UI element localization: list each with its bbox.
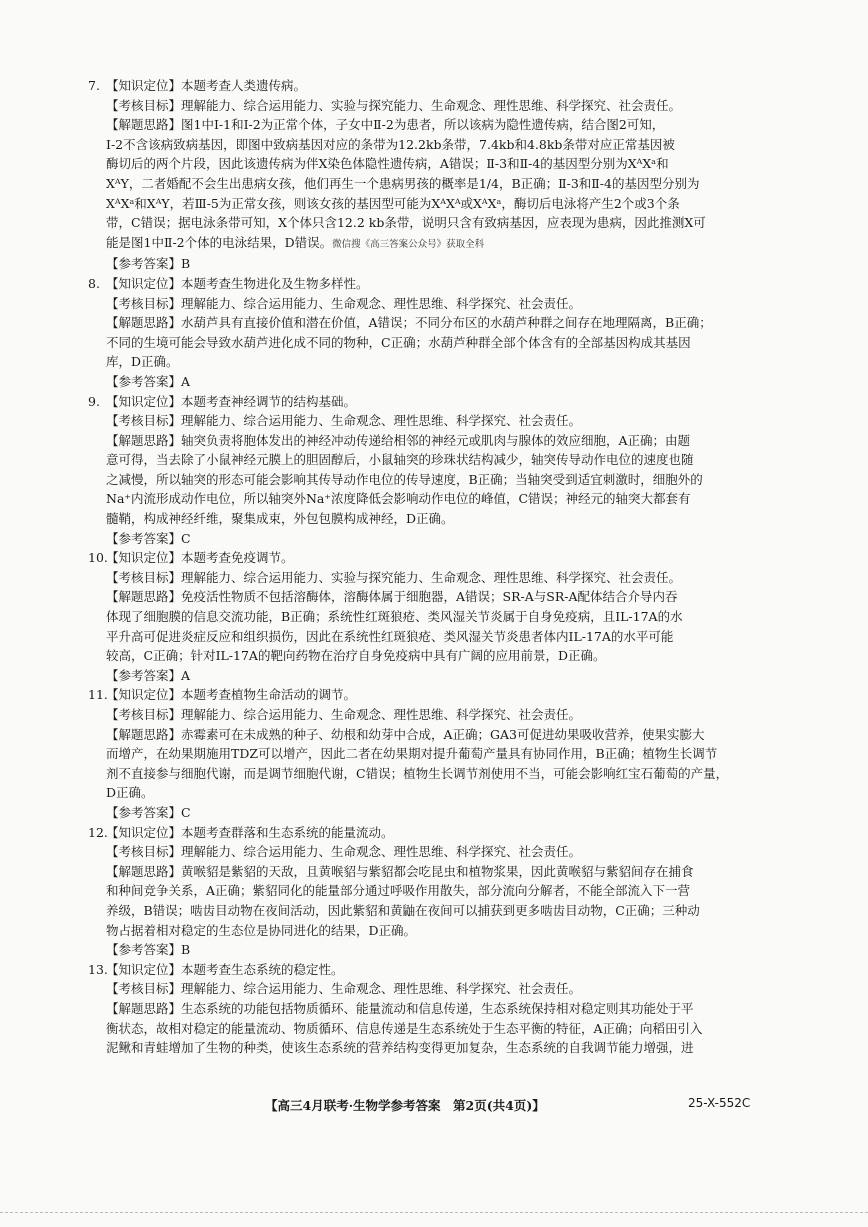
line-text: Ⅰ-2不含该病致病基因，即图中致病基因对应的条带为12.2kb条带，7.4kb和4.8kb条带对应正常基因被 — [106, 136, 675, 152]
line-text: 【参考答案】C — [106, 804, 191, 820]
section-line — [88, 529, 778, 549]
section-line — [88, 372, 778, 392]
line-text: 平升高可促进炎症反应和组织损伤，因此在系统性红斑狼疮、类风湿关节炎患者体内IL-17A的水平可能 — [106, 628, 674, 644]
text-line — [88, 783, 778, 803]
footer-code: 25-X-552C — [688, 1096, 751, 1110]
text-line — [88, 646, 778, 666]
section-line — [88, 803, 778, 823]
line-text: XᴬXᵃ和XᴬY，若Ⅲ-5为正常女孩，则该女孩的基因型可能为XᴬXᴬ或XᴬXᵃ，酶切后电泳将产生2个或3个条 — [106, 195, 680, 211]
section-line — [88, 587, 778, 607]
question-7 — [88, 76, 778, 274]
section-line — [88, 96, 778, 116]
section-line — [88, 685, 778, 705]
question-12 — [88, 823, 778, 960]
text-line — [88, 135, 778, 155]
text-line — [88, 333, 778, 353]
section-line — [88, 940, 778, 960]
section-line — [88, 548, 778, 568]
line-text: 【知识定位】本题考查免疫调节。 — [106, 550, 294, 566]
line-text: 髓鞘，构成神经纤维，聚集成束，外包包膜构成神经，D正确。 — [106, 511, 454, 527]
text-line — [88, 154, 778, 174]
question-number: 8. — [88, 275, 100, 291]
line-text: 带，C错误；据电泳条带可知，X个体只含12.2 kb条带，说明只含有致病基因，应表现为患病，因此推测X可 — [106, 215, 706, 231]
line-text: 【参考答案】A — [106, 667, 191, 683]
question-number: 7. — [88, 78, 100, 93]
question-number: 9. — [88, 393, 100, 409]
line-text: 不同的生境可能会导致水葫芦进化成不同的物种，C正确；水葫芦种群全部个体含有的全部基因构成其基因 — [106, 334, 691, 350]
line-text: 衡状态，故相对稳定的能量流动、物质循环、信息传递是生态系统处于生态平衡的特征，A正确；向稻田引入 — [106, 1020, 703, 1036]
line-text: XᴬY，二者婚配不会生出患病女孩，他们再生一个患病男孩的概率是1/4，B正确；Ⅱ-3和Ⅱ-4的基因型分别为 — [106, 175, 700, 191]
line-text: 库，D正确。 — [106, 354, 179, 370]
text-line — [88, 1038, 778, 1058]
line-text: D正确。 — [106, 785, 154, 801]
line-text: 【解题思路】水葫芦具有直接价值和潜在价值，A错误；不同分布区的水葫芦种群之间存在地理隔离，B正确； — [106, 315, 712, 331]
section-line — [88, 725, 778, 745]
line-text: 【知识定位】本题考查生态系统的稳定性。 — [106, 961, 344, 977]
text-line — [88, 627, 778, 647]
line-text: 【考核目标】理解能力、综合运用能力、实验与探究能力、生命观念、理性思维、科学探究、社会责任。 — [106, 97, 682, 113]
question-8 — [88, 274, 778, 392]
line-text: 【参考答案】A — [106, 373, 191, 389]
line-text: 【参考答案】C — [106, 530, 191, 546]
line-text: 物占据着相对稳定的生态位是协同进化的结果，D正确。 — [106, 922, 417, 938]
text-line — [88, 744, 778, 764]
section-line — [88, 313, 778, 333]
line-text: 体现了细胞膜的信息交流功能，B正确；系统性红斑狼疮、类风湿关节炎属于自身免疫病，且IL-17A的水 — [106, 609, 683, 625]
line-text: 较高，C正确；针对IL-17A的靶向药物在治疗自身免疫病中具有广阔的应用前景，D正确。 — [106, 648, 606, 664]
text-line — [88, 194, 778, 214]
line-text: 【考核目标】理解能力、综合运用能力、生命观念、理性思维、科学探究、社会责任。 — [106, 295, 582, 311]
text-line — [88, 213, 778, 233]
line-text: 【考核目标】理解能力、综合运用能力、生命观念、理性思维、科学探究、社会责任。 — [106, 707, 582, 722]
line-text: 【知识定位】本题考查植物生命活动的调节。 — [106, 687, 357, 703]
line-text: 【知识定位】本题考查人类遗传病。 — [106, 78, 307, 93]
line-text: 【参考答案】B — [106, 942, 191, 958]
section-line — [88, 76, 778, 96]
section-line — [88, 115, 778, 135]
footer-title: 【高三4月联考·生物学参考答案 第2页(共4页)】 — [265, 1098, 545, 1113]
section-line — [88, 294, 778, 314]
answer-content — [88, 76, 778, 1058]
line-text: 【解题思路】赤霉素可在未成熟的种子、幼根和幼芽中合成，A正确；GA3可促进幼果吸收营养，使果实膨大 — [106, 726, 705, 742]
line-text: 【考核目标】理解能力、综合运用能力、生命观念、理性思维、科学探究、社会责任。 — [106, 981, 582, 997]
section-line — [88, 862, 778, 882]
line-text: 【考核目标】理解能力、综合运用能力、实验与探究能力、生命观念、理性思维、科学探究、社会责任。 — [106, 569, 682, 585]
line-text: 剂不直接参与细胞代谢，而是调节细胞代谢，C错误；植物生长调节剂使用不当，可能会影响红宝石葡萄的产量， — [106, 765, 729, 781]
section-line — [88, 392, 778, 412]
text-line — [88, 450, 778, 470]
question-11 — [88, 685, 778, 822]
line-text: 【解题思路】生态系统的功能包括物质循环、能量流动和信息传递，生态系统保持相对稳定则其功能处于平 — [106, 1000, 694, 1016]
question-10 — [88, 548, 778, 685]
question-number: 12. — [88, 824, 108, 840]
section-line — [88, 666, 778, 686]
section-line — [88, 823, 778, 843]
line-text: 养级，B错误；啮齿目动物在夜间活动，因此紫貂和黄鼬在夜间可以捕获到更多啮齿目动物，C正确；三种动 — [106, 902, 700, 918]
question-number: 10. — [88, 550, 108, 566]
line-text: 和种间竞争关系，A正确；紫貂同化的能量部分通过呼吸作用散失，部分流向分解者，不能全部流入下一营 — [106, 883, 691, 899]
text-line — [88, 1019, 778, 1039]
line-text: 【知识定位】本题考查生物进化及生物多样性。 — [106, 275, 369, 291]
section-line — [88, 431, 778, 451]
bottom-edge-divider — [0, 1212, 868, 1215]
text-line — [88, 233, 778, 255]
line-text: 【考核目标】理解能力、综合运用能力、生命观念、理性思维、科学探究、社会责任。 — [106, 413, 582, 429]
section-line — [88, 842, 778, 862]
section-line — [88, 254, 778, 274]
line-text: 【解题思路】轴突负责将胞体发出的神经冲动传递给相邻的神经元或肌肉与腺体的效应细胞，A正确；由题 — [106, 432, 691, 448]
section-line — [88, 979, 778, 999]
line-text: 【知识定位】本题考查神经调节的结构基础。 — [106, 393, 357, 409]
line-text: 之减慢，所以轴突的形态可能会影响其传导动作电位的传导速度，B正确；当轴突受到适宜刺激时，细胞外的 — [106, 471, 703, 487]
line-text: 能是图1中Ⅱ-2个体的电泳结果，D错误。 — [106, 234, 333, 250]
text-line — [88, 174, 778, 194]
line-text: 意可得，当去除了小鼠神经元膜上的胆固醇后，小鼠轴突的珍珠状结构减少，轴突传导动作电位的速度也随 — [106, 452, 694, 468]
section-line — [88, 705, 778, 725]
section-line — [88, 568, 778, 588]
text-line — [88, 509, 778, 529]
text-line — [88, 607, 778, 627]
question-number: 11. — [88, 687, 108, 703]
line-text: 【参考答案】B — [106, 256, 191, 272]
text-line — [88, 352, 778, 372]
text-line — [88, 764, 778, 784]
text-line — [88, 470, 778, 490]
text-line — [88, 921, 778, 941]
text-line — [88, 489, 778, 509]
wechat-note: 微信搜《高三答案公众号》获取全科 — [332, 238, 485, 250]
question-9 — [88, 392, 778, 549]
line-text: 而增产，在幼果期施用TDZ可以增产，因此二者在幼果期对提升葡萄产量具有协同作用，B正确；植物生长调节 — [106, 746, 718, 762]
section-line — [88, 411, 778, 431]
line-text: 【解题思路】黄喉貂是紫貂的天敌，且黄喉貂与紫貂都会吃昆虫和植物浆果，因此黄喉貂与紫貂间存在捕食 — [106, 863, 694, 879]
text-line — [88, 881, 778, 901]
line-text: 【考核目标】理解能力、综合运用能力、生命观念、理性思维、科学探究、社会责任。 — [106, 844, 582, 860]
question-number: 13. — [88, 961, 108, 977]
section-line — [88, 274, 778, 294]
line-text: 【解题思路】免疫活性物质不包括溶酶体，溶酶体属于细胞器，A错误；SR-A与SR-A配体结合介导内吞 — [106, 589, 678, 605]
line-text: 【解题思路】图1中Ⅰ-1和Ⅰ-2为正常个体，子女中Ⅱ-2为患者，所以该病为隐性遗传病，结合图2可知， — [106, 117, 665, 133]
line-text: Na⁺内流形成动作电位，所以轴突外Na⁺浓度降低会影响动作电位的峰值，C错误；神经元的轴突大都套有 — [106, 491, 691, 507]
section-line — [88, 960, 778, 980]
section-line — [88, 999, 778, 1019]
line-text: 酶切后的两个片段，因此该遗传病为伴X染色体隐性遗传病，A错误；Ⅱ-3和Ⅱ-4的基因型分别为XᴬXᵃ和 — [106, 156, 669, 172]
question-13 — [88, 960, 778, 1058]
text-line — [88, 901, 778, 921]
line-text: 泥鳅和青蛙增加了生物的种类，使该生态系统的营养结构变得更加复杂，生态系统的自我调节能力增强，进 — [106, 1040, 694, 1056]
line-text: 【知识定位】本题考查群落和生态系统的能量流动。 — [106, 824, 394, 840]
